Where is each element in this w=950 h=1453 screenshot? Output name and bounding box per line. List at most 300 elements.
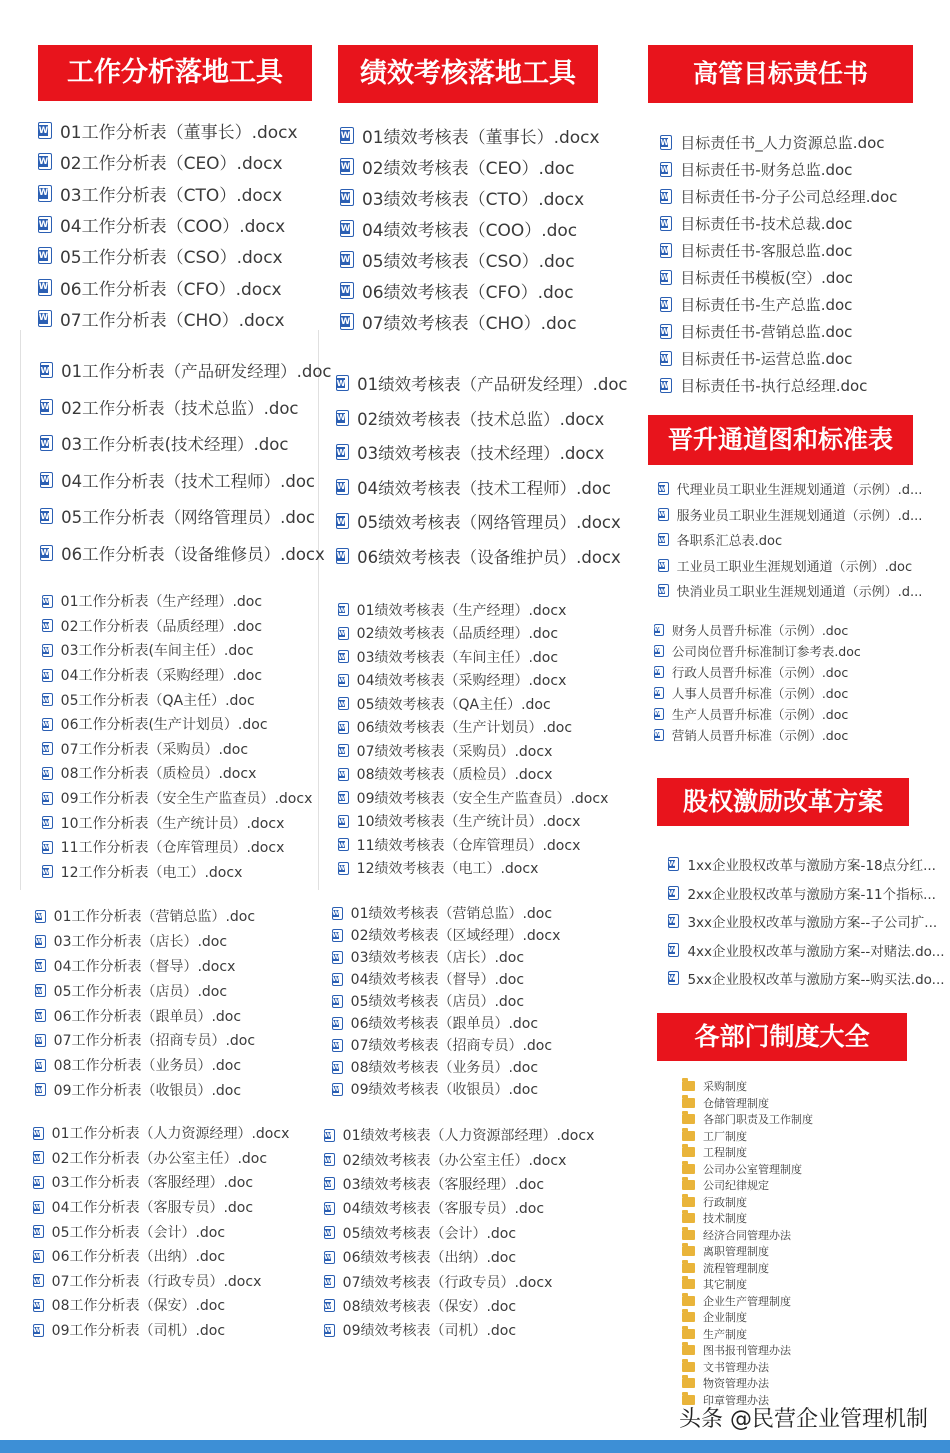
file-item[interactable] (338, 692, 551, 716)
file-item[interactable] (340, 120, 600, 151)
word-doc-icon (42, 644, 53, 657)
file-item[interactable] (660, 237, 852, 264)
file-item[interactable] (338, 645, 558, 669)
file-item[interactable] (658, 553, 912, 579)
word-doc-icon (338, 815, 349, 828)
file-item[interactable] (336, 504, 621, 539)
file-name: 05工作分析表（网络管理员）.doc (61, 508, 315, 528)
file-name: 目标责任书-生产总监.doc (680, 296, 853, 314)
folder-item[interactable] (682, 1194, 747, 1211)
file-name: 08工作分析表（质检员）.docx (60, 766, 257, 783)
file-item[interactable] (35, 978, 227, 1003)
file-name: 01绩效考核表（董事长）.docx (361, 128, 600, 148)
banner-equity: 股权激励改革方案 (657, 778, 909, 826)
file-item[interactable] (340, 275, 574, 306)
file-name: 07工作分析表（采购员）.doc (60, 741, 249, 758)
file-name: 01绩效考核表（生产经理）.docx (356, 602, 567, 619)
word-doc-icon (35, 910, 46, 923)
file-item[interactable] (42, 761, 256, 786)
file-item[interactable] (336, 401, 604, 436)
folder-item[interactable] (682, 1227, 791, 1244)
file-item[interactable] (38, 146, 283, 177)
folder-name: 经济合同管理办法 (703, 1228, 791, 1242)
file-item[interactable] (668, 964, 945, 993)
word-doc-icon (324, 1202, 335, 1215)
word-doc-icon (40, 435, 53, 451)
word-doc-icon (340, 158, 354, 175)
file-name: 10绩效考核表（生产统计员）.docx (356, 814, 581, 831)
word-doc-icon (336, 479, 349, 495)
file-item[interactable] (654, 619, 848, 640)
file-item[interactable] (38, 303, 285, 334)
file-name: 快消业员工职业生涯规划通道（示例）.d... (676, 585, 923, 601)
file-item[interactable] (658, 578, 922, 604)
file-item[interactable] (654, 703, 848, 724)
file-item[interactable] (668, 907, 937, 936)
word-doc-icon (38, 153, 52, 170)
banner-job-analysis: 工作分析落地工具 (38, 45, 312, 101)
word-doc-icon (660, 162, 672, 177)
file-item[interactable] (660, 183, 897, 210)
divider (318, 330, 319, 890)
word-doc-icon (33, 1225, 44, 1238)
word-doc-icon (42, 619, 53, 632)
file-name: 02工作分析表（品质经理）.doc (60, 618, 263, 635)
word-doc-icon (42, 792, 53, 805)
file-item[interactable] (33, 1318, 225, 1343)
file-item[interactable] (40, 462, 315, 499)
word-doc-icon (42, 865, 53, 878)
file-name: 05绩效考核表（会计）.doc (342, 1225, 517, 1242)
file-item[interactable] (40, 425, 288, 462)
folder-item[interactable] (682, 1375, 769, 1392)
word-doc-icon (42, 669, 53, 682)
word-doc-icon (654, 666, 664, 678)
folder-item[interactable] (682, 1177, 769, 1194)
file-name: 02工作分析表（办公室主任）.doc (51, 1150, 268, 1167)
word-doc-icon (38, 279, 52, 296)
file-item[interactable] (42, 860, 242, 885)
folder-icon (682, 1378, 695, 1388)
file-item[interactable] (42, 810, 284, 835)
folder-item[interactable] (682, 1161, 802, 1178)
bottom-bar (0, 1440, 950, 1453)
file-item[interactable] (332, 902, 552, 924)
folder-icon (682, 1098, 695, 1108)
file-name: 05绩效考核表（CSO）.doc (361, 252, 575, 272)
folder-item[interactable] (682, 1144, 747, 1161)
folder-item[interactable] (682, 1210, 747, 1227)
file-item[interactable] (324, 1147, 566, 1171)
file-name: 目标责任书-运营总监.doc (680, 350, 853, 368)
folder-icon (682, 1180, 695, 1190)
folder-icon (682, 1114, 695, 1124)
file-item[interactable] (40, 535, 325, 572)
word-doc-icon (35, 1059, 46, 1072)
file-name: 07工作分析表（招商专员）.doc (53, 1033, 256, 1050)
file-item[interactable] (338, 763, 552, 787)
file-item[interactable] (33, 1244, 225, 1269)
file-item[interactable] (42, 663, 262, 688)
file-item[interactable] (332, 968, 524, 990)
word-doc-icon (38, 185, 52, 202)
folder-icon (682, 1230, 695, 1240)
file-item[interactable] (654, 640, 861, 661)
file-item[interactable] (338, 598, 566, 622)
word-doc-icon (42, 841, 53, 854)
file-item[interactable] (33, 1293, 225, 1318)
word-doc-icon (336, 375, 349, 391)
folder-name: 印章管理办法 (703, 1393, 769, 1407)
file-name: 08工作分析表（业务员）.doc (53, 1058, 242, 1075)
file-item[interactable] (660, 210, 852, 237)
file-item[interactable] (42, 737, 248, 762)
word-doc-icon (324, 1299, 335, 1312)
file-name: 03工作分析表(车间主任）.doc (60, 643, 254, 660)
word-doc-icon (340, 251, 354, 268)
word-doc-icon (668, 886, 679, 900)
folder-name: 采购制度 (703, 1080, 747, 1094)
folder-item[interactable] (682, 1111, 813, 1128)
file-item[interactable] (38, 178, 282, 209)
file-name: 02工作分析表（技术总监）.doc (61, 398, 299, 418)
folder-item[interactable] (682, 1293, 791, 1310)
file-item[interactable] (42, 614, 262, 639)
word-doc-icon (42, 595, 53, 608)
word-doc-icon (33, 1176, 44, 1189)
folder-icon (682, 1329, 695, 1339)
file-name: 03工作分析表（店长）.doc (53, 934, 228, 951)
file-item[interactable] (658, 476, 922, 502)
file-name: 09工作分析表（收银员）.doc (53, 1082, 242, 1099)
file-item[interactable] (660, 264, 853, 291)
word-doc-icon (332, 973, 343, 986)
folder-name: 生产制度 (703, 1327, 747, 1341)
folder-name: 文书管理办法 (703, 1360, 769, 1374)
folder-item[interactable] (682, 1243, 769, 1260)
file-name: 06绩效考核表（跟单员）.doc (350, 1016, 539, 1032)
file-name: 3xx企业股权改革与激励方案--子公司扩... (687, 915, 938, 932)
file-item[interactable] (340, 244, 575, 275)
file-item[interactable] (654, 682, 848, 703)
file-name: 5xx企业股权改革与激励方案--购买法.do... (687, 972, 945, 989)
file-item[interactable] (324, 1318, 516, 1342)
word-doc-icon (324, 1153, 335, 1166)
file-item[interactable] (35, 929, 227, 954)
file-name: 06工作分析表（跟单员）.doc (53, 1008, 242, 1025)
file-item[interactable] (42, 786, 312, 811)
word-doc-icon (338, 744, 349, 757)
word-doc-icon (338, 627, 349, 640)
word-doc-icon (42, 767, 53, 780)
folder-item[interactable] (682, 1095, 769, 1112)
file-item[interactable] (324, 1245, 516, 1269)
file-name: 05工作分析表（QA主任）.doc (60, 692, 255, 709)
word-doc-icon (658, 482, 669, 495)
file-item[interactable] (660, 291, 852, 318)
folder-item[interactable] (682, 1326, 747, 1343)
file-item[interactable] (668, 850, 936, 879)
word-doc-icon (654, 708, 664, 720)
word-doc-icon (658, 508, 669, 521)
banner-dept-rules: 各部门制度大全 (657, 1013, 907, 1061)
word-doc-icon (338, 697, 349, 710)
file-item[interactable] (324, 1123, 594, 1147)
file-item[interactable] (668, 936, 945, 965)
word-doc-icon (42, 693, 53, 706)
word-doc-icon (654, 645, 664, 657)
file-name: 04工作分析表（客服专员）.doc (51, 1200, 254, 1217)
file-item[interactable] (38, 115, 298, 146)
file-item[interactable] (660, 372, 867, 399)
file-item[interactable] (338, 833, 580, 857)
file-item[interactable] (35, 1053, 241, 1078)
word-doc-icon (33, 1274, 44, 1287)
file-item[interactable] (38, 240, 283, 271)
file-name: 代理业员工职业生涯规划通道（示例）.d... (676, 483, 923, 499)
word-doc-icon (38, 247, 52, 264)
file-name: 目标责任书-营销总监.doc (680, 323, 853, 341)
file-name: 06工作分析表（设备维修员）.docx (61, 544, 325, 564)
folder-item[interactable] (682, 1260, 769, 1277)
word-doc-icon (35, 1034, 46, 1047)
folder-icon (682, 1131, 695, 1141)
file-item[interactable] (338, 739, 552, 763)
file-item[interactable] (332, 1078, 538, 1100)
file-item[interactable] (658, 527, 782, 553)
file-item[interactable] (332, 924, 560, 946)
file-item[interactable] (338, 669, 566, 693)
file-item[interactable] (33, 1219, 225, 1244)
word-doc-icon (33, 1127, 44, 1140)
word-doc-icon (336, 548, 349, 564)
word-doc-icon (38, 216, 52, 233)
file-item[interactable] (660, 318, 852, 345)
file-name: 02绩效考核表（CEO）.doc (361, 159, 575, 179)
file-item[interactable] (33, 1146, 267, 1171)
folder-item[interactable] (682, 1128, 747, 1145)
word-doc-icon (336, 444, 349, 460)
file-item[interactable] (35, 1003, 241, 1028)
word-doc-icon (336, 513, 349, 529)
folder-name: 流程管理制度 (703, 1261, 769, 1275)
file-item[interactable] (35, 904, 255, 929)
folder-item[interactable] (682, 1276, 747, 1293)
word-doc-icon (660, 351, 672, 366)
file-item[interactable] (654, 724, 848, 745)
file-item[interactable] (338, 622, 558, 646)
file-item[interactable] (324, 1294, 516, 1318)
file-name: 01工作分析表（人力资源经理）.docx (51, 1126, 290, 1143)
file-item[interactable] (33, 1195, 253, 1220)
file-item[interactable] (340, 213, 577, 244)
file-item[interactable] (35, 1078, 241, 1103)
file-name: 11工作分析表（仓库管理员）.docx (60, 840, 285, 857)
word-doc-icon (668, 971, 679, 985)
file-name: 07绩效考核表（招商专员）.doc (350, 1038, 553, 1054)
file-name: 09绩效考核表（安全生产监查员）.docx (356, 790, 609, 807)
file-item[interactable] (336, 539, 621, 574)
file-name: 01绩效考核表（人力资源部经理）.docx (342, 1128, 595, 1145)
word-doc-icon (40, 399, 53, 415)
file-item[interactable] (35, 954, 235, 979)
file-item[interactable] (38, 272, 282, 303)
word-doc-icon (33, 1324, 44, 1337)
word-doc-icon (338, 721, 349, 734)
file-name: 04工作分析表（采购经理）.doc (60, 668, 263, 685)
word-doc-icon (332, 951, 343, 964)
word-doc-icon (660, 297, 672, 312)
file-item[interactable] (42, 712, 268, 737)
file-item[interactable] (42, 589, 262, 614)
word-doc-icon (668, 914, 679, 928)
file-name: 目标责任书-技术总裁.doc (680, 215, 853, 233)
file-name: 12工作分析表（电工）.docx (60, 864, 243, 881)
file-name: 各职系汇总表.doc (676, 534, 783, 550)
word-doc-icon (654, 729, 664, 741)
word-doc-icon (654, 687, 664, 699)
file-name: 目标责任书-客服总监.doc (680, 242, 853, 260)
word-doc-icon (668, 857, 679, 871)
word-doc-icon (340, 127, 354, 144)
file-item[interactable] (660, 156, 852, 183)
file-item[interactable] (338, 857, 538, 881)
file-item[interactable] (324, 1269, 552, 1293)
file-name: 03绩效考核表（技术经理）.docx (357, 444, 605, 464)
file-name: 06绩效考核表（生产计划员）.doc (356, 720, 573, 737)
file-name: 02绩效考核表（技术总监）.docx (357, 409, 605, 429)
word-doc-icon (338, 650, 349, 663)
word-doc-icon (660, 378, 672, 393)
file-item[interactable] (38, 209, 285, 240)
word-doc-icon (42, 718, 53, 731)
file-item[interactable] (336, 366, 628, 401)
folder-item[interactable] (682, 1078, 747, 1095)
file-name: 08绩效考核表（保安）.doc (342, 1298, 517, 1315)
file-name: 04绩效考核表（COO）.doc (361, 221, 578, 241)
word-doc-icon (33, 1299, 44, 1312)
file-name: 人事人员晋升标准（示例）.doc (671, 685, 849, 701)
file-item[interactable] (33, 1170, 253, 1195)
file-item[interactable] (338, 786, 608, 810)
file-item[interactable] (40, 352, 332, 389)
file-name: 06工作分析表（CFO）.docx (59, 279, 282, 300)
folder-name: 物资管理办法 (703, 1377, 769, 1391)
file-item[interactable] (40, 498, 315, 535)
folder-name: 仓储管理制度 (703, 1096, 769, 1110)
file-name: 04工作分析表（COO）.docx (59, 217, 286, 238)
file-name: 01工作分析表（产品研发经理）.doc (61, 362, 332, 382)
file-item[interactable] (336, 470, 611, 505)
file-name: 03工作分析表（客服经理）.doc (51, 1175, 254, 1192)
file-item[interactable] (654, 661, 848, 682)
file-item[interactable] (42, 638, 254, 663)
word-doc-icon (338, 768, 349, 781)
word-doc-icon (660, 243, 672, 258)
file-name: 12绩效考核表（电工）.docx (356, 861, 539, 878)
file-item[interactable] (332, 946, 524, 968)
word-doc-icon (660, 270, 672, 285)
file-name: 04绩效考核表（采购经理）.docx (356, 673, 567, 690)
word-doc-icon (340, 220, 354, 237)
file-item[interactable] (340, 306, 577, 337)
file-item[interactable] (40, 389, 299, 426)
file-item[interactable] (660, 345, 852, 372)
file-name: 09工作分析表（安全生产监查员）.docx (60, 791, 313, 808)
word-doc-icon (332, 907, 343, 920)
file-name: 09绩效考核表（司机）.doc (342, 1323, 517, 1340)
file-item[interactable] (33, 1121, 289, 1146)
file-name: 营销人员晋升标准（示例）.doc (671, 727, 849, 743)
word-doc-icon (324, 1226, 335, 1239)
file-item[interactable] (324, 1172, 544, 1196)
folder-name: 工厂制度 (703, 1129, 747, 1143)
file-name: 财务人员晋升标准（示例）.doc (671, 622, 849, 638)
word-doc-icon (324, 1129, 335, 1142)
file-name: 06绩效考核表（设备维护员）.docx (357, 547, 621, 567)
file-item[interactable] (658, 502, 922, 528)
file-name: 08绩效考核表（质检员）.docx (356, 767, 553, 784)
file-item[interactable] (42, 835, 284, 860)
word-doc-icon (660, 324, 672, 339)
watermark: 头条 @民营企业管理机制 (679, 1407, 928, 1432)
folder-name: 各部门职责及工作制度 (703, 1113, 813, 1127)
file-item[interactable] (332, 1056, 538, 1078)
word-doc-icon (42, 742, 53, 755)
folder-item[interactable] (682, 1359, 769, 1376)
file-item[interactable] (340, 151, 575, 182)
word-doc-icon (658, 584, 669, 597)
file-item[interactable] (668, 879, 936, 908)
file-name: 10工作分析表（生产统计员）.docx (60, 815, 285, 832)
file-name: 06工作分析表(生产计划员）.doc (60, 717, 268, 734)
file-item[interactable] (332, 1012, 538, 1034)
folder-icon (682, 1279, 695, 1289)
file-item[interactable] (340, 182, 584, 213)
file-item[interactable] (332, 1034, 552, 1056)
file-name: 03工作分析表（CTO）.docx (59, 185, 283, 206)
file-item[interactable] (42, 687, 255, 712)
file-item[interactable] (338, 810, 580, 834)
file-item[interactable] (33, 1269, 261, 1294)
folder-icon (682, 1246, 695, 1256)
file-item[interactable] (35, 1028, 255, 1053)
file-item[interactable] (332, 990, 524, 1012)
word-doc-icon (668, 943, 679, 957)
word-doc-icon (338, 862, 349, 875)
file-name: 01绩效考核表（营销总监）.doc (350, 906, 553, 922)
file-item[interactable] (324, 1221, 516, 1245)
folder-item[interactable] (682, 1309, 747, 1326)
folder-icon (682, 1296, 695, 1306)
folder-icon (682, 1263, 695, 1273)
file-name: 05绩效考核表（QA主任）.doc (356, 696, 551, 713)
file-name: 06工作分析表（出纳）.doc (51, 1249, 226, 1266)
folder-item[interactable] (682, 1342, 791, 1359)
file-name: 09绩效考核表（收银员）.doc (350, 1082, 539, 1098)
word-doc-icon (38, 310, 52, 327)
word-doc-icon (340, 313, 354, 330)
file-item[interactable] (660, 129, 885, 156)
file-item[interactable] (324, 1196, 544, 1220)
word-doc-icon (33, 1250, 44, 1263)
file-name: 07工作分析表（CHO）.docx (59, 310, 285, 331)
file-item[interactable] (336, 435, 604, 470)
file-name: 05工作分析表（CSO）.docx (59, 248, 283, 269)
file-item[interactable] (338, 716, 572, 740)
word-doc-icon (35, 984, 46, 997)
word-doc-icon (332, 995, 343, 1008)
